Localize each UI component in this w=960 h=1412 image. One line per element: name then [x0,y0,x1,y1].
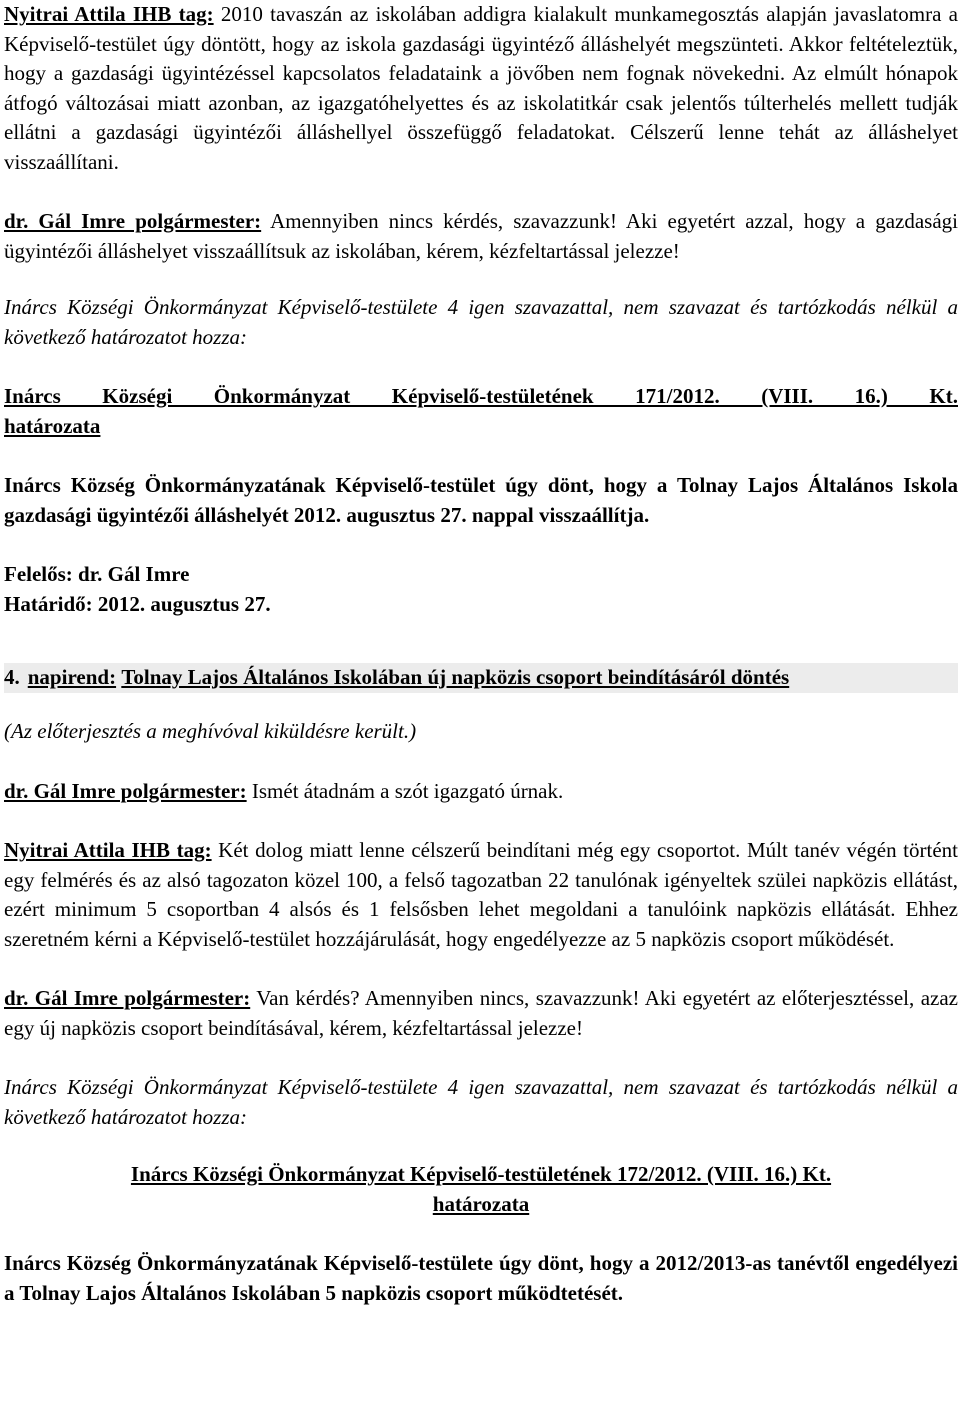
resolution-responsible: Felelős: dr. Gál Imre [4,562,190,586]
resolution-title-suffix: határozata [4,413,101,438]
agenda-label: napirend: [27,665,117,690]
speaker-name: dr. Gál Imre polgármester: [4,209,262,233]
agenda-number: 4. [4,665,20,690]
paragraph-gal-3 [4,984,958,1043]
resolution-title-172: Inárcs Községi Önkormányzat Képviselő-testületének 172/2012. (VIII. 16.) Kt. [130,1162,832,1186]
speech-text: Ismét átadnám a szót igazgató úrnak. [246,778,564,803]
speaker-name: dr. Gál Imre polgármester: [4,986,251,1010]
speech-text: Két dolog miatt lenne célszerű beindítani még egy csoportot. Múlt tanév végén történt egy felmérés és az alsó tagozaton közel 100, a felső tagozatban 22 tanulónak igényeltek szülei napközis ellátást, ezért minimum 5 csoportban 4 alsós és 1 felsősben lehet megoldani a tanulóink napközis ellátását. Ehhez szeretném kérni a Képviselő-testület hozzájárulását, hogy engedélyezze az 5 napközis csoport működését. [4,838,958,951]
paragraph-nyitrai-1 [4,0,958,177]
paragraph-gal-1 [4,207,958,266]
speaker-name: dr. Gál Imre polgármester: [4,778,247,803]
speech-text: Van kérdés? Amennyiben nincs, szavazzunk! Aki egyetért az előterjesztéssel, azaz egy új napközis csoport beindításával, kérem, kézfeltartással jelezze! [4,986,958,1040]
speech-text: Amennyiben nincs kérdés, szavazzunk! Aki egyetért azzal, hogy a gazdasági ügyintézői álláshelyet visszaállítsuk az iskolában, kérem, kézfeltartással jelezze! [4,209,958,263]
submission-note: (Az előterjesztés a meghívóval kiküldésre került.) [4,719,417,743]
resolution-body-172: Inárcs Község Önkormányzatának Képviselő-testülete úgy dönt, hogy a 2012/2013-as tanévtől engedélyezi a Tolnay Lajos Általános Iskolában 5 napközis csoport működtetését. [4,1251,958,1305]
paragraph-gal-2 [4,777,958,807]
resolution-title-171: Inárcs Községi Önkormányzat Képviselő-testületének 171/2012. (VIII. 16.) Kt. [4,384,958,408]
resolution-deadline: Határidő: 2012. augusztus 27. [4,591,271,616]
speech-text: 2010 tavaszán az iskolában addigra kialakult munkamegosztás alapján javaslatomra a Képviselő-testület úgy döntött, hogy az iskola gazdasági ügyintéző álláshelyét megszünteti. Akkor feltételeztük, hogy a gazdasági ügyintézéssel kapcsolatos feladataink a jövőben nem fognak növekedni. Az elmúlt hónapok átfogó változásai miatt azonban, az igazgatóhelyettes és az iskolatitkár csak jelentős túlterhelés mellett tudják ellátni a gazdasági ügyintézői álláshellyel összefüggő feladatokat. Célszerű lenne tehát az álláshelyet visszaállítani. [4,2,958,174]
agenda-heading-4 [4,663,958,693]
speaker-name: Nyitrai Attila IHB tag: [4,2,214,26]
vote-statement-1: Inárcs Községi Önkormányzat Képviselő-testülete 4 igen szavazattal, nem szavazat és tartózkodás nélkül a következő határozatot hozza: [4,295,958,349]
resolution-title-suffix: határozata [432,1191,530,1216]
agenda-title: Tolnay Lajos Általános Iskolában új napközis csoport beindításáról döntés [121,665,790,690]
vote-statement-2: Inárcs Községi Önkormányzat Képviselő-testülete 4 igen szavazattal, nem szavazat és tartózkodás nélkül a következő határozatot hozza: [4,1075,958,1129]
paragraph-nyitrai-2 [4,836,958,954]
speaker-name: Nyitrai Attila IHB tag: [4,838,212,862]
resolution-body-171: Inárcs Község Önkormányzatának Képviselő-testület úgy dönt, hogy a Tolnay Lajos Általános Iskola gazdasági ügyintézői álláshelyét 2012. augusztus 27. nappal visszaállítja. [4,473,958,527]
